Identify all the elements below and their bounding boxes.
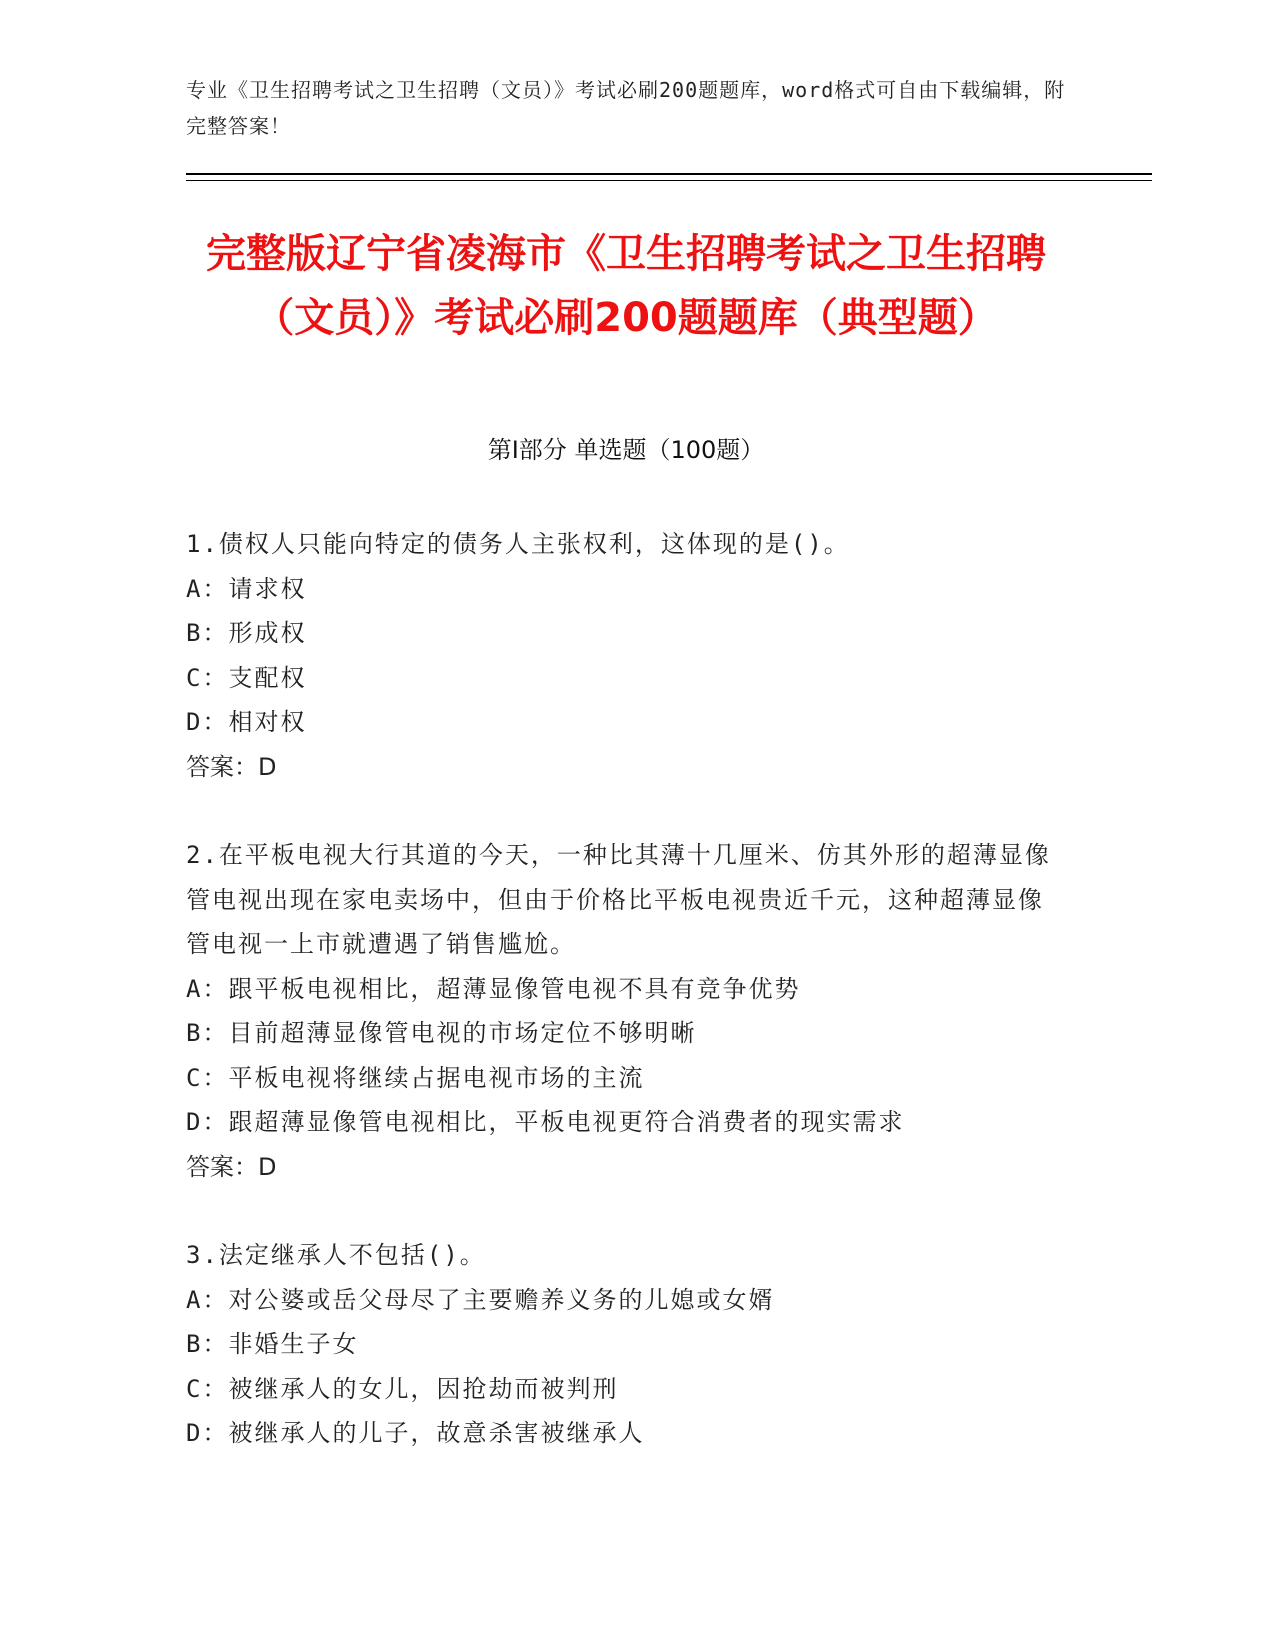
option-d: D：被继承人的儿子，故意杀害被继承人 — [186, 1419, 645, 1447]
question-stem: 1.债权人只能向特定的债务人主张权利，这体现的是()。 — [186, 530, 850, 558]
question-3 — [186, 1233, 1066, 1456]
option-a: A：对公婆或岳父母尽了主要赡养义务的儿媳或女婿 — [186, 1285, 775, 1314]
option-b: B：非婚生子女 — [186, 1330, 359, 1358]
option-b: B：目前超薄显像管电视的市场定位不够明晰 — [186, 1019, 697, 1047]
option-d: D：相对权 — [186, 708, 307, 736]
header-rule-thick — [186, 173, 1152, 175]
answer: 答案：D — [186, 752, 277, 781]
option-a: A：请求权 — [186, 574, 307, 603]
option-a: A：跟平板电视相比，超薄显像管电视不具有竞争优势 — [186, 974, 801, 1003]
option-c: C：被继承人的女儿，因抢劫而被判刑 — [186, 1374, 619, 1403]
option-d: D：跟超薄显像管电视相比，平板电视更符合消费者的现实需求 — [186, 1108, 905, 1136]
question-list — [186, 522, 1066, 1500]
option-c: C：平板电视将继续占据电视市场的主流 — [186, 1063, 645, 1092]
document-title: 完整版辽宁省凌海市《卫生招聘考试之卫生招聘（文员）》考试必刷200题题库（典型题） — [206, 231, 1046, 341]
question-1 — [186, 522, 1066, 789]
option-c: C：支配权 — [186, 663, 307, 692]
question-stem: 3.法定继承人不包括()。 — [186, 1241, 486, 1269]
question-stem: 2.在平板电视大行其道的今天，一种比其薄十几厘米、仿其外形的超薄显像管电视出现在家电卖场中，但由于价格比平板电视贵近千元，这种超薄显像管电视一上市就遭遇了销售尴尬。 — [186, 841, 1051, 958]
question-2 — [186, 833, 1066, 1189]
answer: 答案：D — [186, 1152, 277, 1181]
header-note: 专业《卫生招聘考试之卫生招聘（文员）》考试必刷200题题库，word格式可自由下载编辑，附完整答案！ — [186, 78, 1066, 138]
header-rule-thin — [186, 180, 1152, 181]
option-b: B：形成权 — [186, 619, 307, 647]
section-title: 第Ⅰ部分 单选题（100题） — [487, 436, 765, 464]
